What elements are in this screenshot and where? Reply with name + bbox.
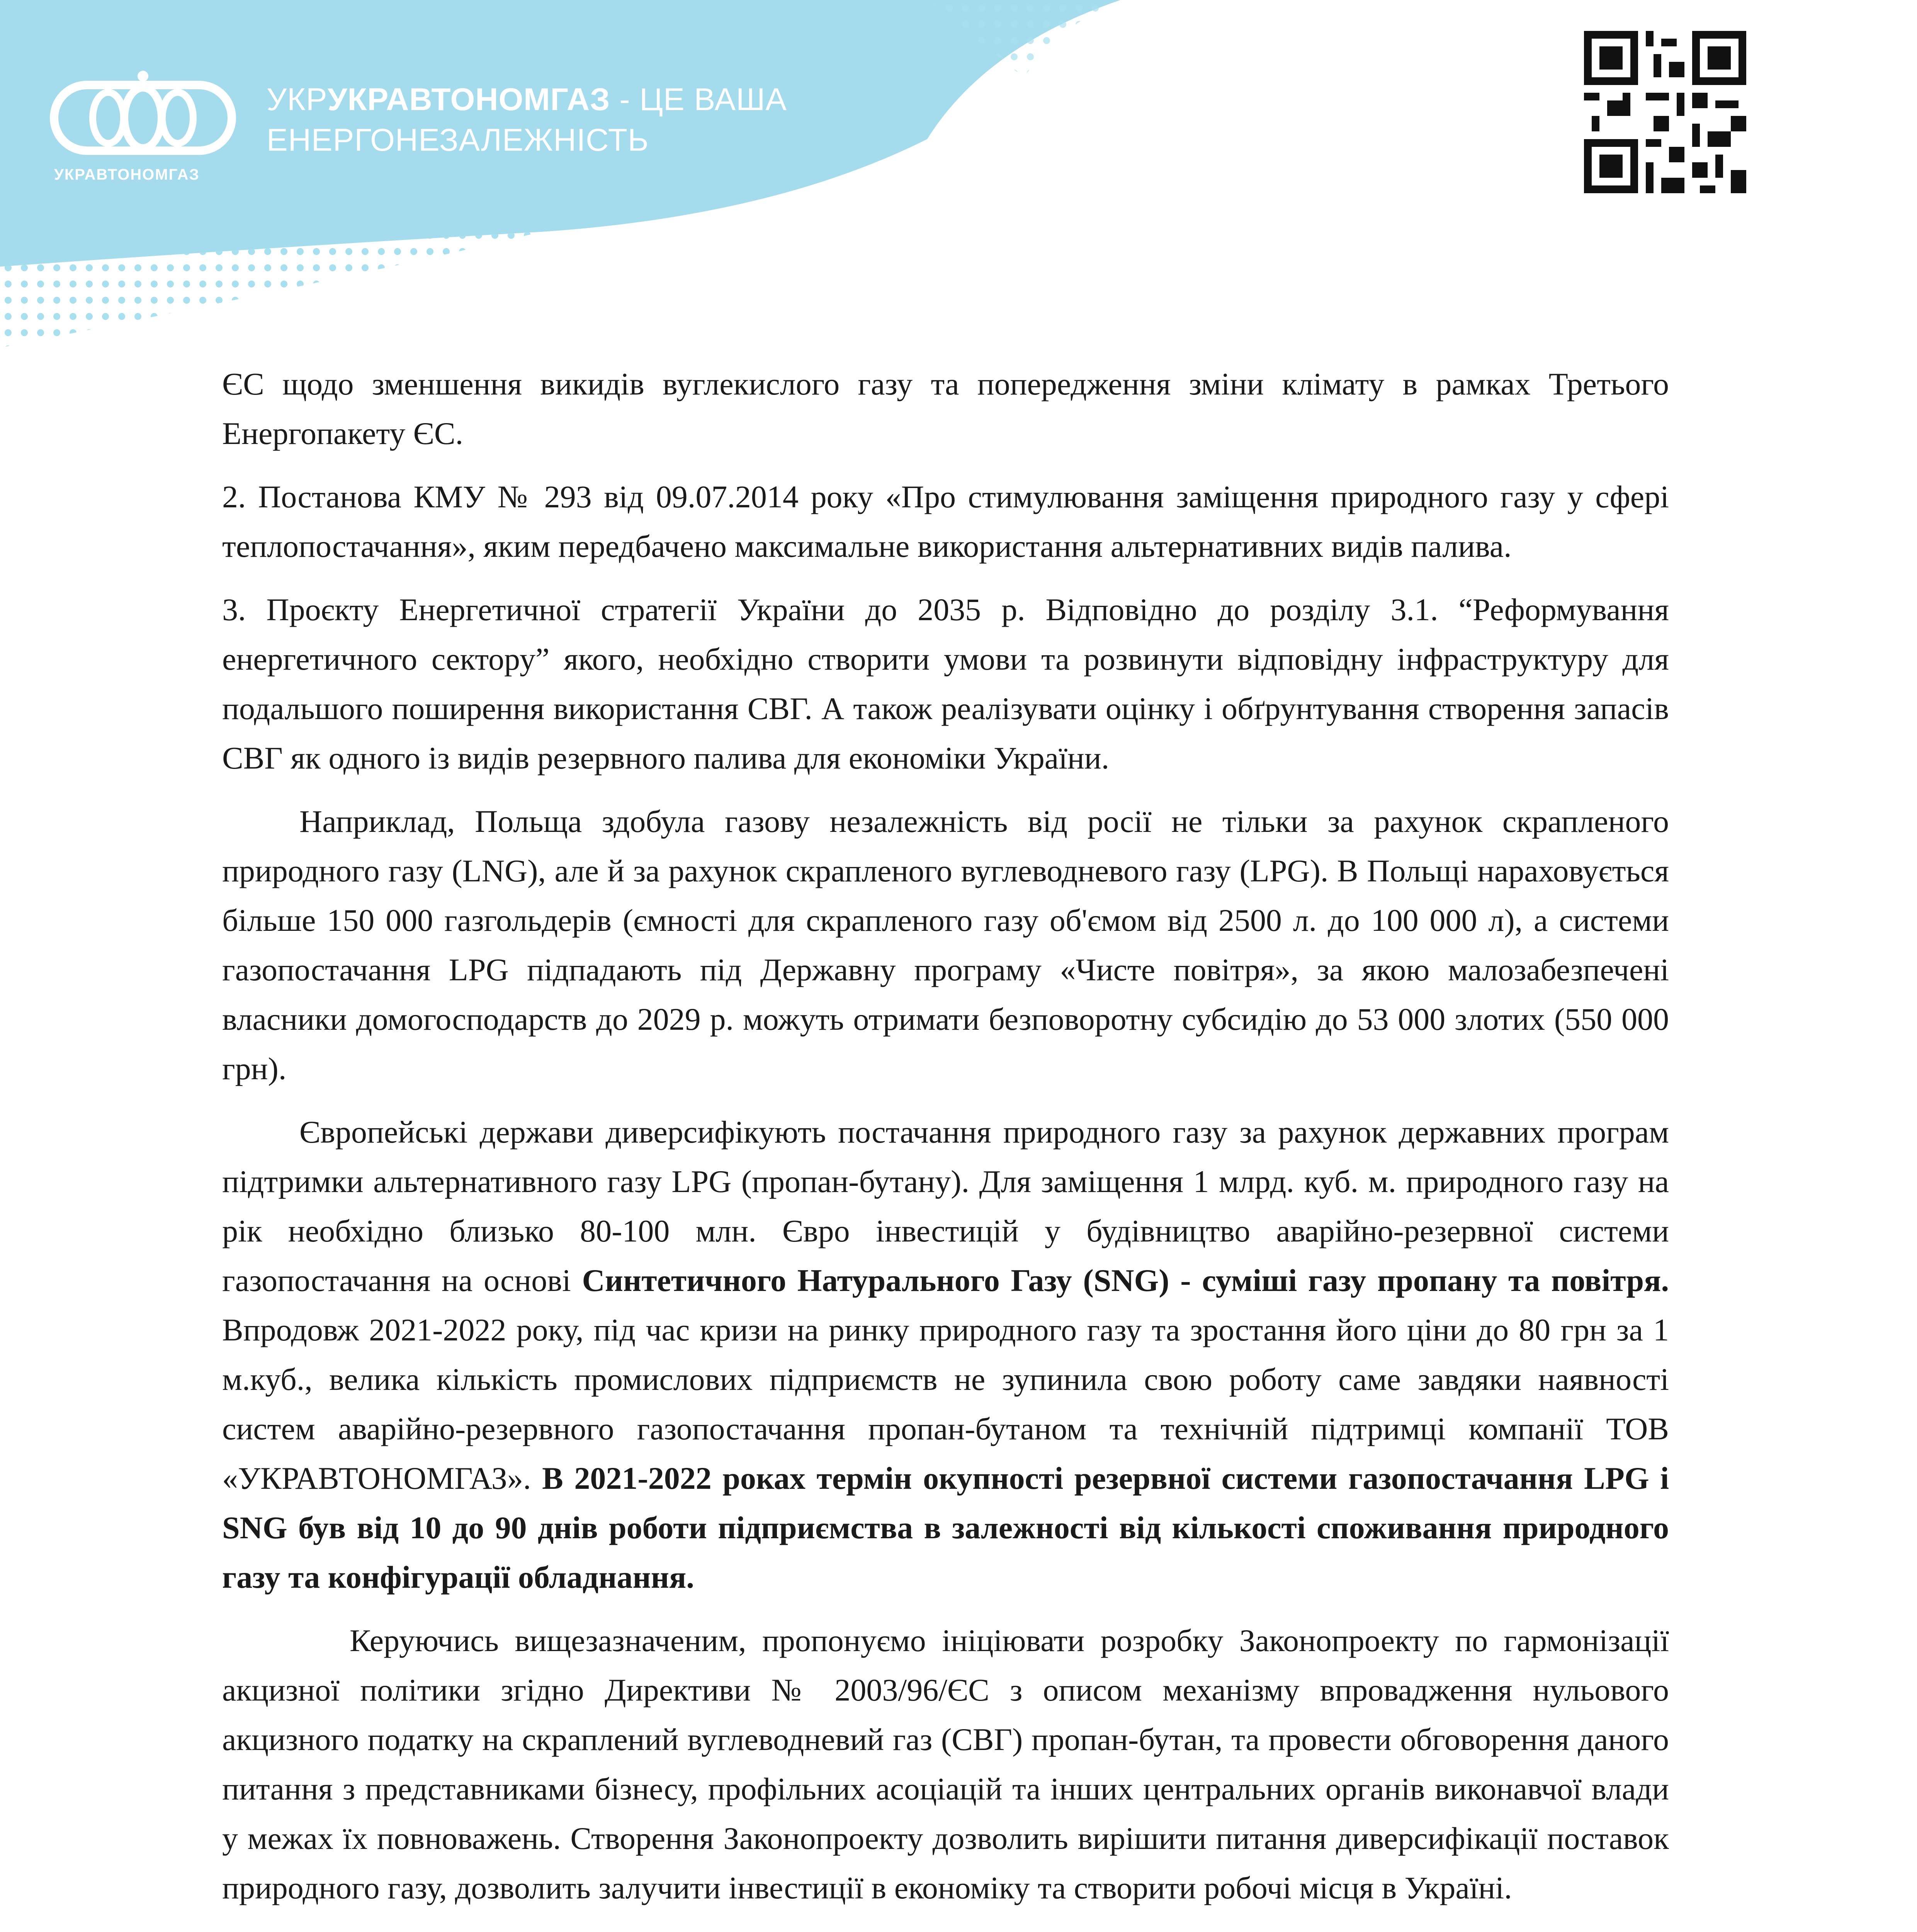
paragraph-3: 3. Проєкту Енергетичної стратегії України до 2035 р. Відповідно до розділу 3.1. “Реформування енергетичного сектору” якого, необхідно створити умови та розвинути відповідну інфраструктуру для подальшого поширення використання СВГ. А також реалізувати оцінку і обґрунтування створення запасів СВГ як одного із видів резервного палива для економіки України.	[222, 592, 1669, 776]
letter-body	[222, 359, 1669, 1913]
paragraph-2: 2. Постанова КМУ № 293 від 09.07.2014 року «Про стимулювання заміщення природного газу у сфері теплопостачання», яким передбачено максимальне використання альтернативних видів палива.	[222, 479, 1669, 564]
slogan-suffix: - ЦЕ ВАША	[610, 82, 787, 117]
paragraph-6: Керуючись вищезазначеним, пропонуємо ініціювати розробку Законопроекту по гармонізації акцизної політики згідно Директиви № 2003/96/ЄС з описом механізму впровадження нульового акцизного податку на скраплений вуглеводневий газ (СВГ) пропан-бутан, та провести обговорення даного питання з представниками бізнесу, профільних асоціацій та інших центральних органів виконавчої влади у межах їх повноважень. Створення Законопроекту дозволить вирішити питання диверсифікації поставок природного газу, дозволить залучити інвестиції в економіку та створити робочі місця в Україні.	[222, 1623, 1669, 1905]
company-logo-mark	[46, 68, 240, 164]
slogan-line2: ЕНЕРГОНЕЗАЛЕЖНІСТЬ	[267, 122, 649, 158]
paragraph-5-bold-sng: Синтетичного Натурального Газу (SNG) - суміші газу пропану та повітря.	[582, 1263, 1669, 1298]
slogan-company: УКРАВТОНОМГАЗ	[327, 82, 610, 117]
paragraph-5-part-a: Європейські держави диверсифікують постачання природного газу за рахунок державних програм підтримки альтернативного газу LPG (пропан-бутану). Для заміщення 1 млрд. куб. м. природного газу на рік необхідно близько 80-100 млн. Євро інвестицій у будівництво аварійно-резервної системи газопостачання на основі	[222, 1114, 1669, 1298]
logo-caption: УКРАВТОНОМГАЗ	[54, 166, 200, 183]
header-slogan	[267, 79, 787, 160]
paragraph-5-bold-payback: В 2021-2022 роках термін окупності резервної системи газопостачання LPG і SNG був від 10 до 90 днів роботи підприємства в залежності від кількості споживання природного газу та конфігурації обладнання.	[222, 1461, 1669, 1595]
paragraph-5	[222, 1107, 1669, 1602]
paragraph-1: ЄС щодо зменшення викидів вуглекислого газу та попередження зміни клімату в рамках Третього Енергопакету ЄС.	[222, 366, 1669, 451]
slogan-prefix: УКР	[267, 82, 328, 117]
paragraph-5-part-c: Впродовж 2021-2022 року, під час кризи на ринку природного газу та зростання його ціни до 80 грн за 1 м.куб., велика кількість промислових підприємств не зупинила свою роботу саме завдяки наявності систем аварійно-резервного газопостачання пропан-бутаном та технічній підтримці компанії ТОВ «УКРАВТОНОМГАЗ».	[222, 1312, 1669, 1496]
paragraph-4: Наприклад, Польща здобула газову незалежність від росії не тільки за рахунок скрапленого природного газу (LNG), але й за рахунок скрапленого вуглеводневого газу (LPG). В Польщі нараховується більше 150 000 газгольдерів (ємності для скрапленого газу об'ємом від 2500 л. до 100 000 л), а системи газопостачання LPG підпадають під Державну програму «Чисте повітря», за якою малозабезпечені власники домогосподарств до 2029 р. можуть отримати безповоротну субсидію до 53 000 злотих (550 000 грн).	[222, 804, 1669, 1086]
qr-code	[1584, 31, 1746, 193]
